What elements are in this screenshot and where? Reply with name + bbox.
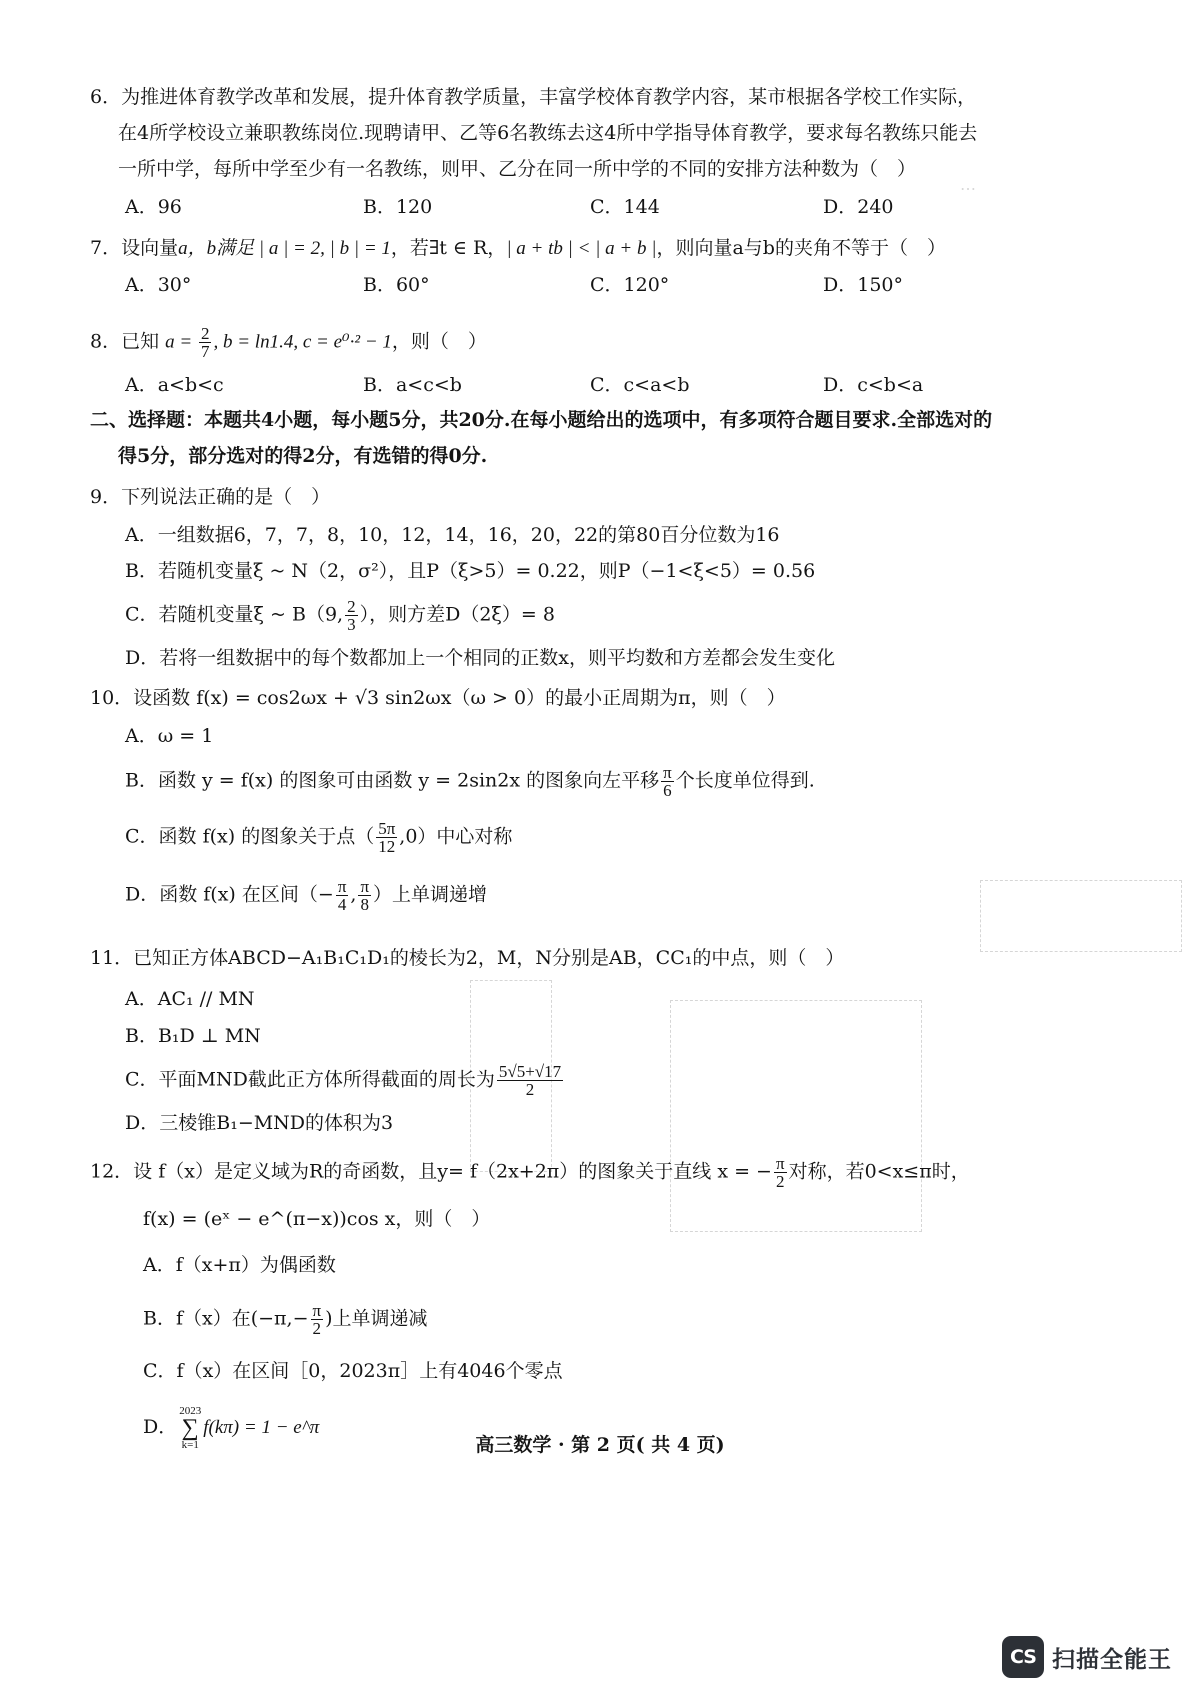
q10-b-fraction: [661, 764, 674, 799]
q10-b-prefix: B．函数 y = f(x) 的图象可由函数 y = 2sin2x 的图象向左平移: [125, 769, 660, 792]
q11-option-c: [125, 1063, 565, 1098]
q8-frac-num: 2: [200, 324, 210, 343]
q11-c-prefix: C．平面MND截此正方体所得截面的周长为: [125, 1068, 495, 1091]
q7-option-c: C．120°: [590, 274, 670, 296]
q8-option-a: A．a<b<c: [125, 374, 224, 396]
scanner-app-name: 扫描全能王: [1052, 1646, 1172, 1673]
q6-line2: 在4所学校设立兼职教练岗位.现聘请甲、乙等6名教练去这4所中学指导体育教学，要求每名教练只能去: [118, 122, 978, 144]
q10-stem: 10．设函数 f(x) = cos2ωx + √3 sin2ωx（ω > 0）的最小正周期为π，则（ ）: [90, 687, 786, 709]
q7-text-a: 设向量: [121, 237, 179, 259]
q8-text-a: 已知: [121, 330, 166, 353]
q12-d-expr: f(kπ) = 1 − e^π: [203, 1417, 320, 1438]
q12-line1-prefix: 12．设 f（x）是定义域为R的奇函数，且y= f（2x+2π）的图象关于直线 x = −: [90, 1160, 772, 1183]
q7-option-b: B．60°: [363, 274, 430, 296]
q8-frac-den: 7: [200, 342, 210, 361]
cs-logo-icon: CS: [1002, 1636, 1044, 1678]
q11-option-b: B．B₁D ⊥ MN: [125, 1025, 261, 1047]
q12-b-suffix: )上单调递减: [325, 1307, 428, 1330]
q10-option-a: A．ω = 1: [125, 725, 214, 747]
q9-c-fraction: [345, 598, 358, 633]
q9-stem: 9．下列说法正确的是（ ）: [90, 486, 331, 508]
q12-d-sum-lower: k=1: [181, 1439, 199, 1451]
q8-option-b: B．a<c<b: [363, 374, 462, 396]
q6-option-b: B．120: [363, 196, 433, 218]
bleed-through-table: [980, 880, 1182, 952]
q7-cond: a，b满足 | a | = 2, | b | = 1: [178, 238, 391, 259]
q10-c-suffix: ,0）中心对称: [399, 825, 513, 848]
q8-number: 8．: [90, 330, 122, 353]
q8-a-eq: a =: [165, 331, 197, 353]
q10-c-frac-den: 12: [378, 837, 396, 856]
q12-option-c: C．f（x）在区间［0，2023π］上有4046个零点: [143, 1360, 563, 1382]
q11-option-a: A．AC₁ // MN: [125, 988, 255, 1010]
q8-rest: , b = ln1.4, c = e⁰·² − 1: [213, 331, 392, 353]
scanner-badge: [1002, 1636, 1172, 1678]
bleed-through-text: …: [960, 175, 976, 194]
q8-fraction: [199, 325, 212, 360]
q6-option-c: C．144: [590, 196, 660, 218]
q12-b-fraction: [311, 1302, 324, 1337]
q12-d-sum-sign: ∑: [181, 1415, 199, 1441]
q8-stem: [90, 325, 487, 360]
q7-option-a: A．30°: [125, 274, 192, 296]
q6-line1: 6．为推进体育教学改革和发展，提升体育教学质量，丰富学校体育教学内容，某市根据各学校工作实际，: [90, 86, 977, 108]
section-2-heading-line2: 得5分，部分选对的得2分，有选错的得0分.: [118, 445, 488, 467]
q6-line3: 一所中学，每所中学至少有一名教练，则甲、乙分在同一所中学的不同的安排方法种数为（ ）: [118, 158, 917, 180]
q11-c-fraction: [497, 1063, 563, 1098]
q10-d-frac2-num: π: [360, 877, 370, 896]
q9-c-prefix: C．若随机变量ξ ~ B（9,: [125, 603, 344, 626]
q10-d-fraction-2: [358, 878, 371, 913]
q10-d-prefix: D．函数 f(x) 在区间（−: [125, 883, 334, 906]
q6-option-d: D．240: [823, 196, 894, 218]
q10-b-frac-num: π: [663, 763, 672, 782]
q7-option-d: D．150°: [823, 274, 903, 296]
q7-text-b: ，若∃t ∈ R，: [390, 237, 507, 259]
q11-c-frac-num: 5√5+√17: [498, 1062, 562, 1081]
q9-option-d: D．若将一组数据中的每个数都加上一个相同的正数x，则平均数和方差都会发生变化: [125, 647, 835, 669]
q9-c-frac-den: 3: [347, 615, 356, 634]
q12-b-frac-num: π: [312, 1301, 322, 1320]
q11-stem: 11．已知正方体ABCD−A₁B₁C₁D₁的棱长为2，M，N分别是AB，CC₁的中点，则（ ）: [90, 947, 845, 969]
q12-option-b: [143, 1302, 428, 1337]
q12-b-prefix: B．f（x）在(−π,−: [143, 1307, 309, 1330]
q9-option-a: A．一组数据6，7，7，8，10，12，14，16，20，22的第80百分位数为16: [125, 524, 780, 546]
q10-option-c: [125, 820, 512, 855]
q8-text-b: ，则（ ）: [391, 330, 487, 353]
q9-c-suffix: ），则方差D（2ξ）= 8: [359, 603, 555, 626]
q10-b-frac-den: 6: [663, 781, 672, 800]
q10-d-frac1-den: 4: [337, 895, 347, 914]
page-footer: 高三数学 · 第 2 页( 共 4 页): [475, 1434, 725, 1456]
q10-b-suffix: 个长度单位得到.: [675, 769, 815, 792]
q12-line1-frac-den: 2: [776, 1172, 785, 1191]
q7-number: 7．: [90, 237, 122, 259]
q7-ineq: | a + tb | < | a + b |: [506, 238, 657, 259]
q10-d-fraction-1: [336, 878, 349, 913]
q9-option-c: [125, 598, 555, 633]
bleed-through-graph-right: [670, 1000, 922, 1232]
q12-b-frac-den: 2: [312, 1319, 322, 1338]
q10-option-d: [125, 878, 487, 913]
q7-text-c: ，则向量a与b的夹角不等于（ ）: [656, 237, 946, 259]
q12-option-a: A．f（x+π）为偶函数: [143, 1254, 336, 1276]
q9-c-frac-num: 2: [347, 597, 356, 616]
q12-d-sum-upper: 2023: [179, 1405, 202, 1417]
q12-line1-frac-num: π: [775, 1154, 785, 1173]
q9-option-b: B．若随机变量ξ ~ N（2，σ²），且P（ξ>5）= 0.22，则P（−1<ξ<5）= 0.56: [125, 560, 816, 582]
q11-c-frac-den: 2: [525, 1080, 535, 1099]
q6-option-a: A．96: [125, 196, 182, 218]
q8-option-d: D．c<b<a: [823, 374, 924, 396]
q12-line1-fraction: [774, 1155, 787, 1190]
q10-option-b: [125, 764, 815, 799]
q10-c-fraction: [376, 820, 397, 855]
q12-d-prefix: D．: [143, 1416, 178, 1438]
q10-d-frac2-den: 8: [360, 895, 369, 914]
q10-d-comma: ,: [350, 883, 357, 906]
q10-c-frac-num: 5π: [378, 819, 396, 838]
section-2-heading-line1: 二、选择题：本题共4小题，每小题5分，共20分.在每小题给出的选项中，有多项符合题目要求.全部选对的: [90, 409, 993, 431]
q7-stem: [90, 235, 946, 262]
q10-d-frac1-num: π: [337, 877, 347, 896]
q10-d-suffix: ）上单调递增: [373, 883, 488, 906]
q12-line1: [90, 1155, 970, 1190]
q8-option-c: C．c<a<b: [590, 374, 690, 396]
q12-line2: f(x) = (eˣ − e^(π−x))cos x，则（ ）: [143, 1208, 491, 1230]
q10-c-prefix: C．函数 f(x) 的图象关于点（: [125, 825, 375, 848]
q12-line1-suffix: 对称，若0<x≤π时，: [788, 1160, 970, 1183]
q11-option-d: D．三棱锥B₁−MND的体积为3: [125, 1112, 394, 1134]
